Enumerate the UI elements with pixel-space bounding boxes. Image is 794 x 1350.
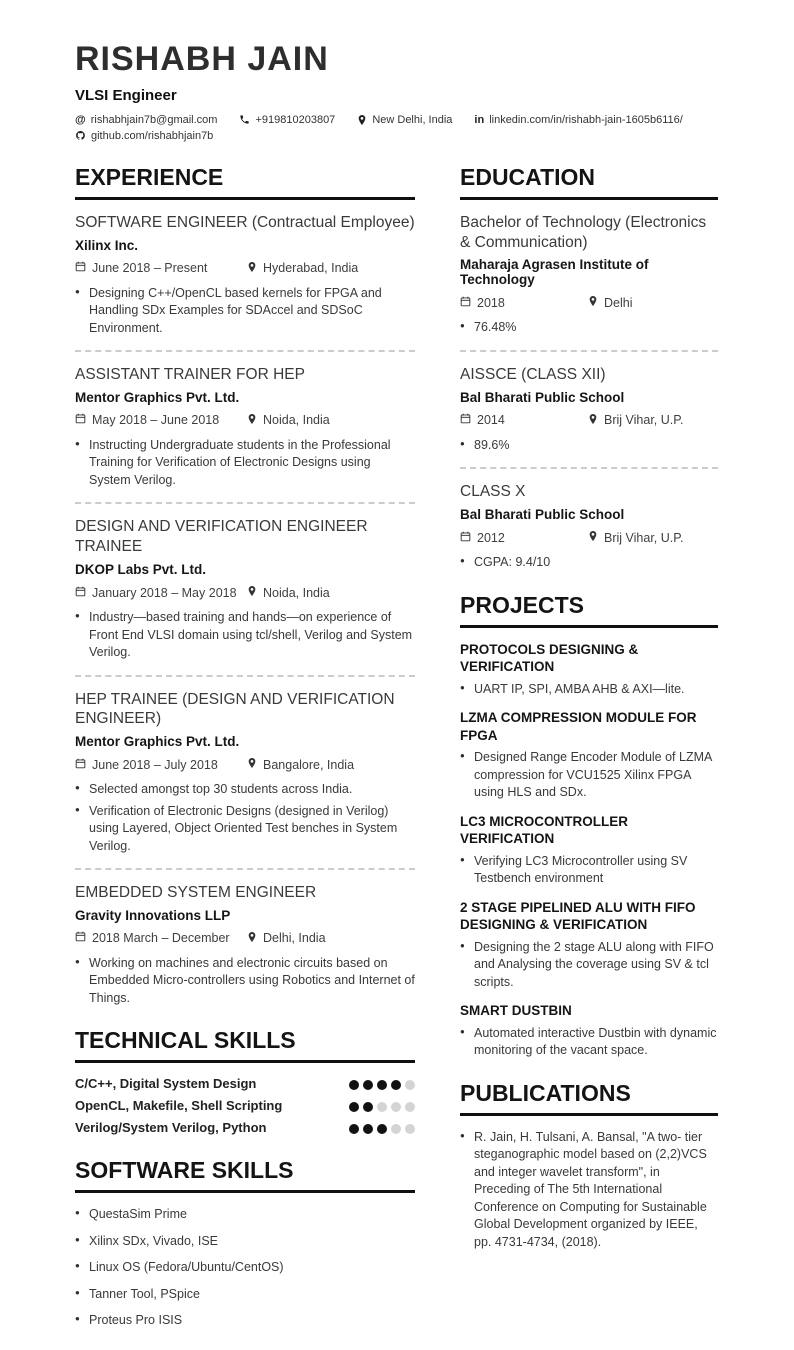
bullet-item: ● Verification of Electronic Designs (designed in Verilog) using Layered, Object Oriented Test benches in System Verilog.: [75, 803, 415, 856]
section-software-skills: [75, 1157, 415, 1330]
bullet-item: ● 76.48%: [460, 319, 718, 337]
skill-dot: [363, 1102, 373, 1112]
education-entry: [460, 365, 718, 454]
date-range: 2012: [460, 531, 588, 545]
content-columns: [75, 164, 718, 1350]
experience-entry: [75, 690, 415, 856]
date-range: May 2018 – June 2018: [75, 413, 247, 427]
location-icon: [247, 757, 257, 772]
experience-entry: [75, 517, 415, 661]
bullet-item: ● Designed Range Encoder Module of LZMA compression for VCU1525 Xilinx FPGA using HLS and SDx.: [460, 749, 718, 802]
entry-bullets: [460, 1025, 718, 1060]
experience-entry: [75, 883, 415, 1007]
skill-dot: [405, 1102, 415, 1112]
school-name: Bal Bharati Public School: [460, 507, 625, 522]
bullet-item: ● QuestaSim Prime: [75, 1206, 415, 1224]
entry-meta: [460, 413, 718, 428]
bullet-item: ● Xilinx SDx, Vivado, ISE: [75, 1233, 415, 1251]
skill-dot: [349, 1102, 359, 1112]
person-name: RISHABH JAIN: [75, 40, 329, 78]
company-name: Mentor Graphics Pvt. Ltd.: [75, 734, 240, 750]
bullet-item: ● Proteus Pro ISIS: [75, 1312, 415, 1330]
section-publications: [460, 1080, 718, 1252]
software-skills-heading: SOFTWARE SKILLS: [75, 1157, 415, 1193]
project-entry: [460, 813, 718, 888]
entry-bullets: [460, 319, 718, 337]
entry-bullets: [75, 437, 415, 490]
bullet-item: ● UART IP, SPI, AMBA AHB & AXI—lite.: [460, 681, 718, 699]
project-title: 2 STAGE PIPELINED ALU WITH FIFO DESIGNING & VERIFICATION: [460, 899, 696, 933]
job-role: ASSISTANT TRAINER FOR HEP: [75, 366, 305, 384]
calendar-icon: [460, 413, 471, 427]
job-role: HEP TRAINEE (DESIGN AND VERIFICATION ENGINEER): [75, 690, 395, 728]
calendar-icon: [75, 931, 86, 945]
location: Brij Vihar, U.P.: [588, 530, 683, 545]
phone-icon: [239, 114, 250, 125]
entry-bullets: [460, 437, 718, 455]
education-entry: [460, 482, 718, 571]
location-icon: [588, 295, 598, 310]
project-title: LZMA COMPRESSION MODULE FOR FPGA: [460, 710, 697, 743]
entry-meta: [75, 585, 415, 600]
degree-title: CLASS X: [460, 483, 526, 501]
school-name: Maharaja Agrasen Institute of Technology: [460, 257, 649, 288]
skill-item: [75, 1098, 415, 1115]
company-name: DKOP Labs Pvt. Ltd.: [75, 562, 207, 577]
company-name: Gravity Innovations LLP: [75, 907, 231, 923]
entry-bullets: [460, 853, 718, 888]
dashed-separator: [75, 350, 415, 352]
bullet-item: ● Tanner Tool, PSpice: [75, 1286, 415, 1304]
projects-heading: PROJECTS: [460, 592, 718, 628]
skill-dot: [363, 1124, 373, 1134]
company-name: Mentor Graphics Pvt. Ltd.: [75, 389, 240, 405]
experience-heading: EXPERIENCE: [75, 164, 415, 200]
dashed-separator: [75, 675, 415, 677]
location-icon: [588, 413, 598, 428]
skill-label: OpenCL, Makefile, Shell Scripting: [75, 1098, 283, 1114]
publications-heading: PUBLICATIONS: [460, 1080, 718, 1116]
project-entry: [460, 641, 718, 699]
dashed-separator: [75, 502, 415, 504]
skill-dot: [349, 1080, 359, 1090]
location: Bangalore, India: [247, 757, 354, 772]
entry-bullets: [460, 749, 718, 802]
skill-label: Verilog/System Verilog, Python: [75, 1120, 267, 1136]
entry-bullets: [75, 781, 415, 855]
skill-dot: [405, 1124, 415, 1134]
location: Hyderabad, India: [247, 261, 358, 276]
bullet-item: ● Designing C++/OpenCL based kernels for FPGA and Handling SDx Examples for SDAccel and SDSoC Environment.: [75, 285, 415, 338]
dashed-separator: [75, 868, 415, 870]
date-range: 2018: [460, 296, 588, 310]
date-range: 2014: [460, 413, 588, 427]
skill-item: [75, 1120, 415, 1137]
bullet-item: ● Verifying LC3 Microcontroller using SV Testbench environment: [460, 853, 718, 888]
education-heading: EDUCATION: [460, 164, 718, 200]
email-text: rishabhjain7b@gmail.com: [90, 113, 218, 126]
location-icon: [588, 530, 598, 545]
experience-entry: [75, 365, 415, 489]
entry-meta: [75, 931, 415, 946]
calendar-icon: [75, 758, 86, 772]
bullet-item: ● Automated interactive Dustbin with dynamic monitoring of the vacant space.: [460, 1025, 718, 1060]
date-range: January 2018 – May 2018: [75, 586, 247, 600]
company-name: Xilinx Inc.: [75, 237, 139, 253]
location-icon: [247, 261, 257, 276]
section-experience: [75, 164, 415, 1008]
date-range: 2018 March – December: [75, 931, 247, 945]
header: [75, 42, 718, 142]
publications-list: [460, 1129, 718, 1252]
right-column: [460, 164, 718, 1350]
section-technical-skills: [75, 1027, 415, 1137]
bullet-item: ● Working on machines and electronic circuits based on Embedded Micro-controllers using Robotics and Internet of Things.: [75, 955, 415, 1008]
entry-meta: [75, 757, 415, 772]
entry-meta: [75, 413, 415, 428]
entry-bullets: [460, 939, 718, 992]
skill-dot: [363, 1080, 373, 1090]
dashed-separator: [460, 467, 718, 469]
project-entry: [460, 709, 718, 802]
location-text: New Delhi, India: [372, 113, 453, 126]
section-education: [460, 164, 718, 572]
technical-skills-heading: TECHNICAL SKILLS: [75, 1027, 415, 1063]
experience-entry: [75, 213, 415, 337]
entry-bullets: [75, 285, 415, 338]
job-role: EMBEDDED SYSTEM ENGINEER: [75, 884, 317, 902]
section-projects: [460, 592, 718, 1060]
calendar-icon: [460, 531, 471, 545]
location: Delhi: [588, 295, 633, 310]
contact-row: [75, 114, 735, 142]
calendar-icon: [75, 586, 86, 600]
skill-dot: [391, 1124, 401, 1134]
location: Brij Vihar, U.P.: [588, 413, 683, 428]
bullet-item: ● R. Jain, H. Tulsani, A. Bansal, "A two- tier steganographic model based on (2,2)VCS and integer wavelet transform", in Preceding of The 5th International Conference on Computing for Sustainable Global Development organized by IEEE, pp. 4731-4734, (2018).: [460, 1129, 718, 1252]
skill-level-dots: [349, 1080, 415, 1090]
entry-bullets: [460, 681, 718, 699]
bullet-item: ● 89.6%: [460, 437, 718, 455]
project-title: SMART DUSTBIN: [460, 1003, 572, 1019]
entry-bullets: [75, 955, 415, 1008]
location: Noida, India: [247, 585, 330, 600]
linkedin-text: linkedin.com/in/rishabh-jain-1605b6116/: [489, 113, 683, 126]
skill-dot: [391, 1102, 401, 1112]
contact-linkedin: [474, 114, 682, 126]
bullet-item: ● Industry—based training and hands—on experience of Front End VLSI domain using tcl/shell, Verilog and System Verilog.: [75, 609, 415, 662]
calendar-icon: [75, 261, 86, 275]
project-entry: [460, 899, 718, 992]
education-entry: [460, 213, 718, 337]
entry-bullets: [75, 609, 415, 662]
bullet-item: ● Linux OS (Fedora/Ubuntu/CentOS): [75, 1259, 415, 1277]
email-icon: @: [75, 113, 86, 126]
contact-location: [357, 114, 452, 126]
entry-meta: [460, 530, 718, 545]
location-icon: [247, 585, 257, 600]
skill-item: [75, 1076, 415, 1093]
skill-dot: [405, 1080, 415, 1090]
skill-dot: [377, 1080, 387, 1090]
skill-label: C/C++, Digital System Design: [75, 1076, 257, 1092]
project-title: LC3 MICROCONTROLLER VERIFICATION: [460, 813, 628, 847]
software-skills-list: [75, 1206, 415, 1330]
date-range: June 2018 – Present: [75, 261, 247, 275]
bullet-item: ● Instructing Undergraduate students in the Professional Training for Verification of Electronic Designs using System Verilog.: [75, 437, 415, 490]
dashed-separator: [460, 350, 718, 352]
skill-dot: [377, 1124, 387, 1134]
linkedin-icon: in: [474, 113, 485, 126]
github-icon: [75, 130, 86, 141]
date-range: June 2018 – July 2018: [75, 758, 247, 772]
job-role: SOFTWARE ENGINEER (Contractual Employee): [75, 213, 415, 231]
location: Delhi, India: [247, 931, 326, 946]
github-text: github.com/rishabhjain7b: [91, 129, 214, 142]
entry-bullets: [460, 554, 718, 572]
skill-level-dots: [349, 1124, 415, 1134]
location-icon: [247, 931, 257, 946]
degree-title: AISSCE (CLASS XII): [460, 365, 606, 383]
skill-dot: [349, 1124, 359, 1134]
bullet-item: ● Selected amongst top 30 students across India.: [75, 781, 415, 799]
left-column: [75, 164, 415, 1350]
calendar-icon: [75, 413, 86, 427]
job-role: DESIGN AND VERIFICATION ENGINEER TRAINEE: [75, 518, 368, 556]
location-icon: [357, 114, 367, 126]
skill-dot: [377, 1102, 387, 1112]
entry-meta: [460, 295, 718, 310]
project-entry: [460, 1002, 718, 1060]
location-icon: [247, 413, 257, 428]
bullet-item: ● CGPA: 9.4/10: [460, 554, 718, 572]
location: Noida, India: [247, 413, 330, 428]
contact-github: [75, 130, 213, 142]
phone-text: +919810203807: [255, 113, 336, 126]
contact-phone: [239, 114, 335, 126]
degree-title: Bachelor of Technology (Electronics & Communication): [460, 213, 707, 251]
project-title: PROTOCOLS DESIGNING & VERIFICATION: [460, 641, 639, 675]
skill-level-dots: [349, 1102, 415, 1112]
school-name: Bal Bharati Public School: [460, 389, 625, 405]
calendar-icon: [460, 296, 471, 310]
skill-dot: [391, 1080, 401, 1090]
bullet-item: ● Designing the 2 stage ALU along with FIFO and Analysing the coverage using SV & tcl scripts.: [460, 939, 718, 992]
entry-meta: [75, 261, 415, 276]
job-title: VLSI Engineer: [75, 86, 177, 104]
contact-email: [75, 114, 217, 126]
